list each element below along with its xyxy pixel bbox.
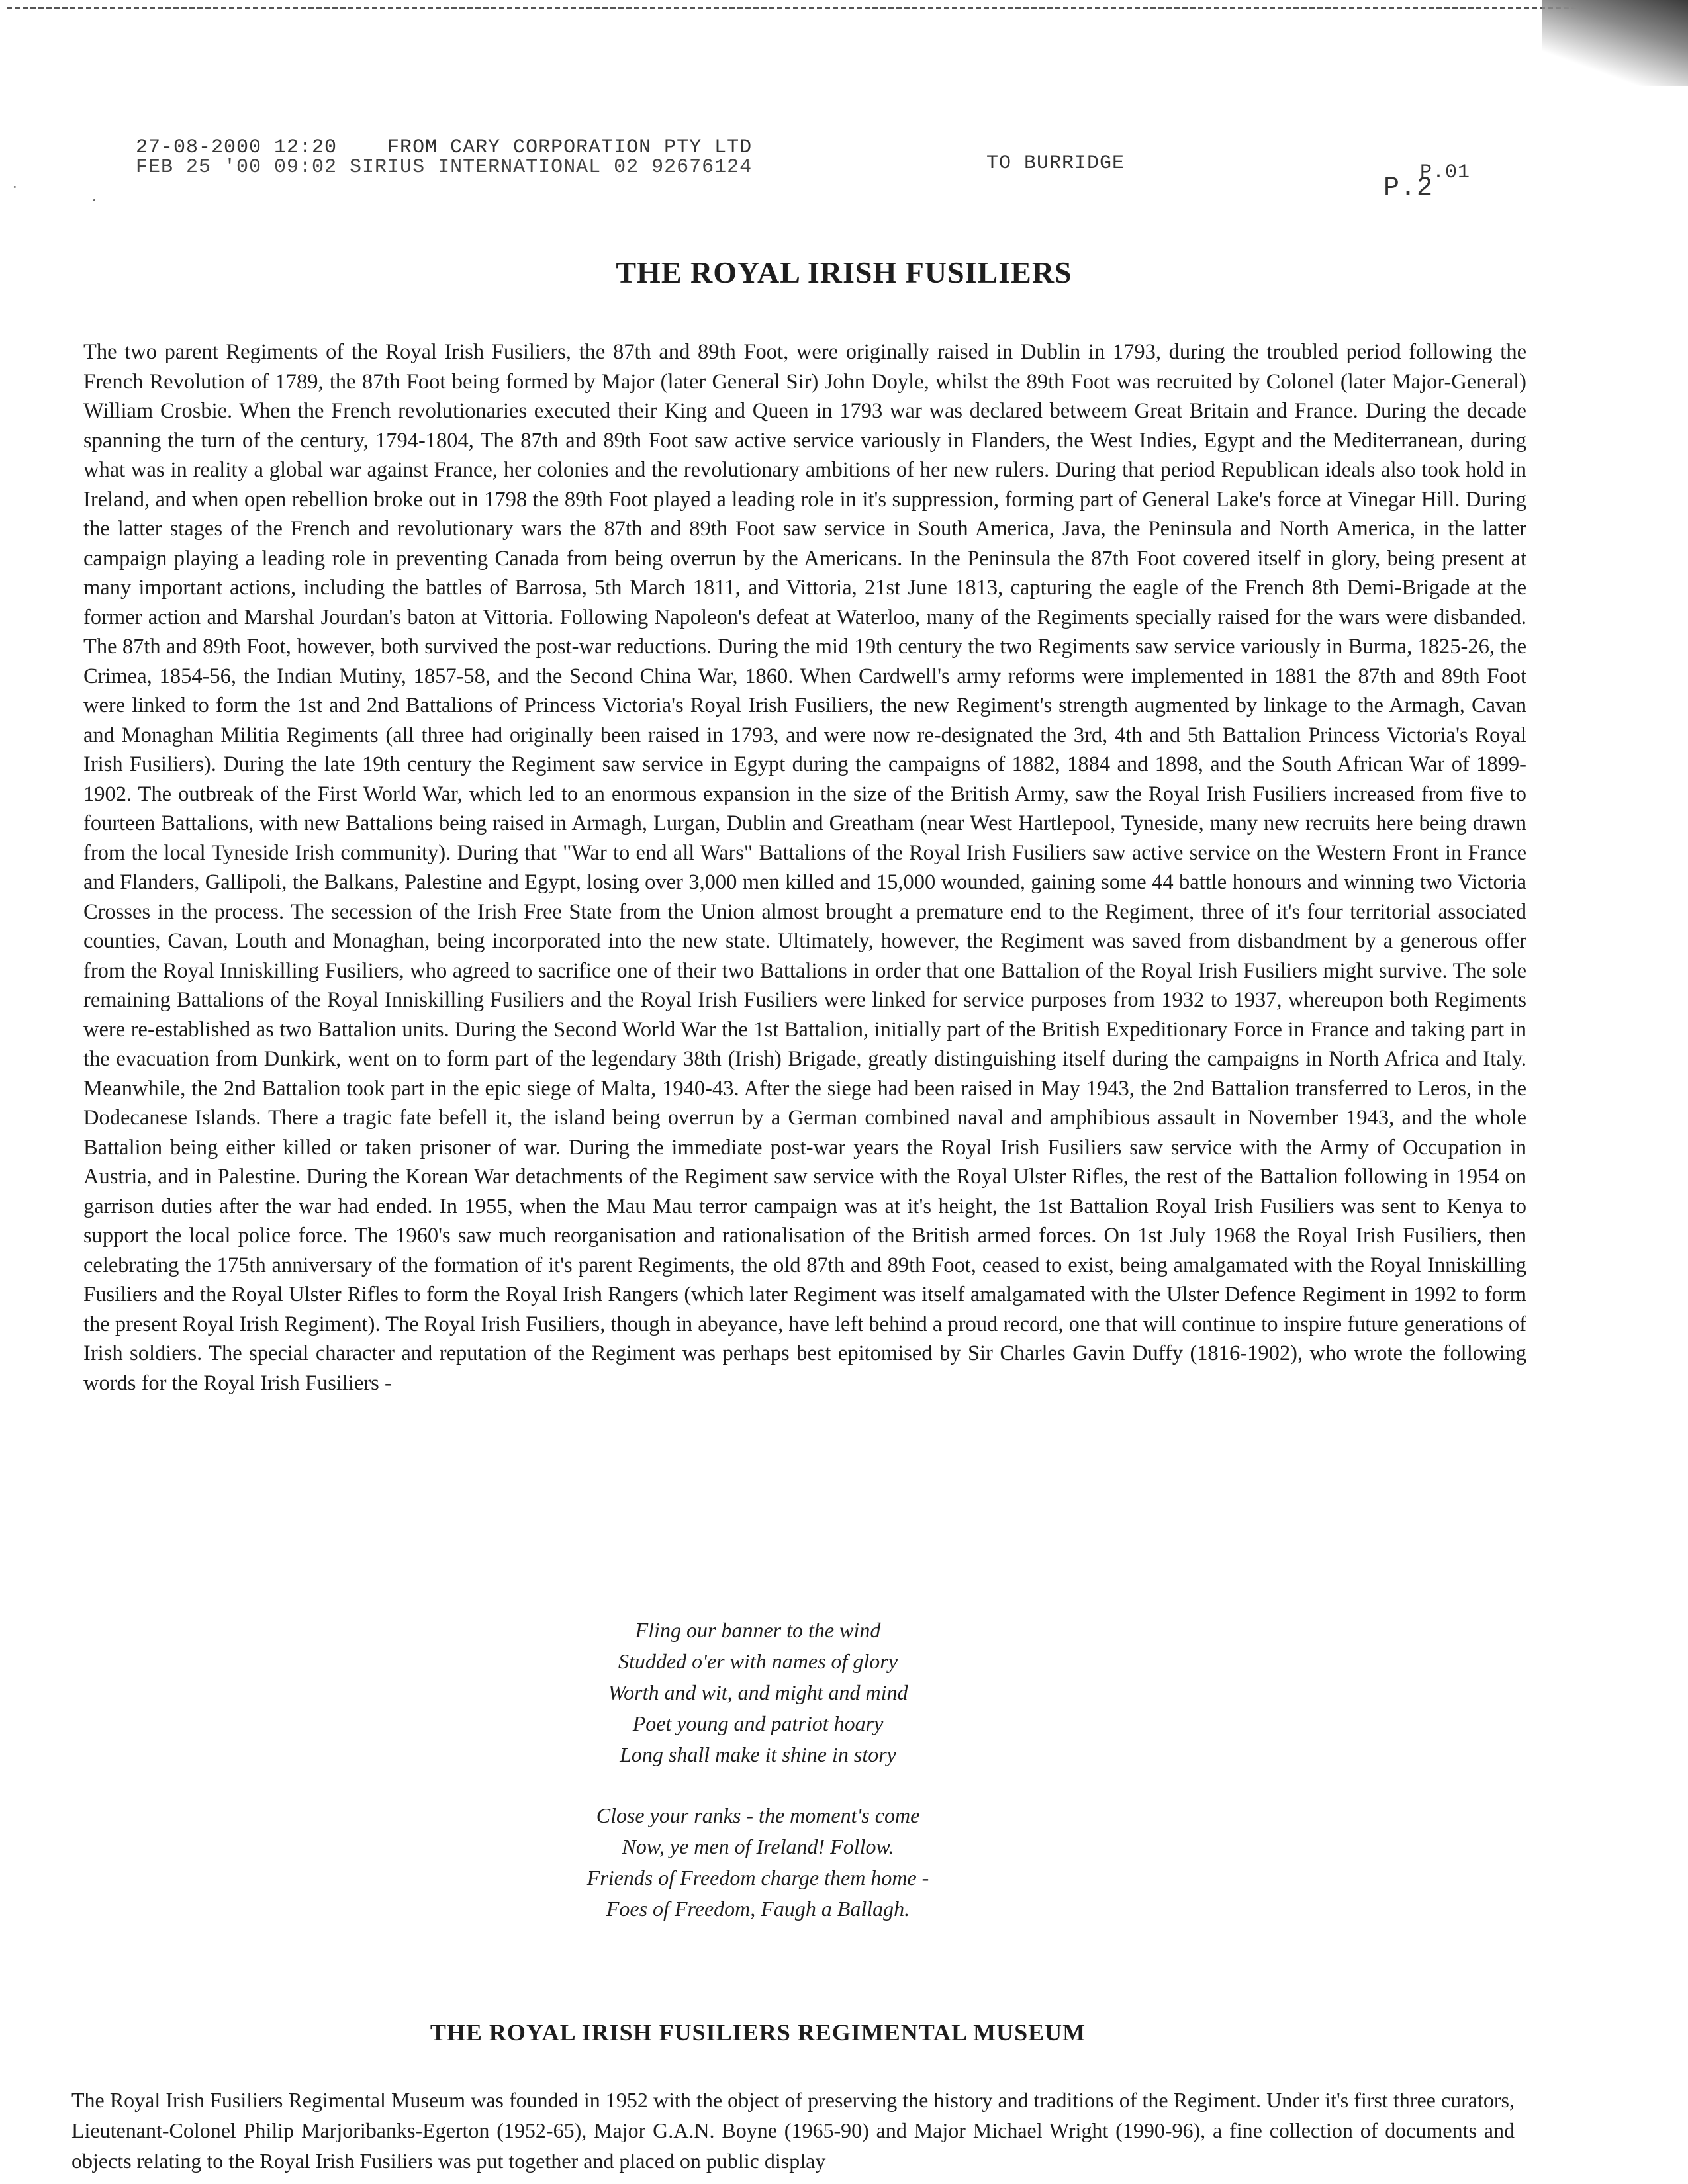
museum-section-title: THE ROYAL IRISH FUSILIERS REGIMENTAL MUSEUM bbox=[430, 2019, 1086, 2046]
poem-line: Foes of Freedom, Faugh a Ballagh. bbox=[606, 1897, 910, 1921]
poem-line: Fling our banner to the wind bbox=[635, 1618, 881, 1642]
poem-line: Friends of Freedom charge them home - bbox=[586, 1866, 929, 1889]
fax-recipient: TO BURRIDGE bbox=[986, 152, 1125, 175]
fax-dashed-border bbox=[7, 7, 1609, 9]
poem-line: Studded o'er with names of glory bbox=[618, 1649, 898, 1673]
scan-speck: · bbox=[91, 191, 97, 210]
fax-header-line-1: 27-08-2000 12:20 FROM CARY CORPORATION PTY LTD bbox=[136, 136, 753, 159]
fax-header-line-2: FEB 25 '00 09:02 SIRIUS INTERNATIONAL 02 92676124 bbox=[136, 156, 753, 179]
page-title: THE ROYAL IRISH FUSILIERS bbox=[616, 255, 1072, 289]
scan-speck: · bbox=[12, 177, 18, 197]
poem-line: Now, ye men of Ireland! Follow. bbox=[622, 1835, 894, 1858]
poem-line: Poet young and patriot hoary bbox=[632, 1711, 884, 1735]
poem-stanza-2 bbox=[0, 1800, 1516, 1925]
poem-line: Long shall make it shine in story bbox=[620, 1743, 896, 1766]
scan-corner-shadow bbox=[1542, 0, 1688, 86]
poem-line: Worth and wit, and might and mind bbox=[608, 1680, 908, 1704]
poem-line: Close your ranks - the moment's come bbox=[596, 1803, 920, 1827]
history-paragraph: The two parent Regiments of the Royal Irish Fusiliers, the 87th and 89th Foot, were originally raised in Dublin in 1793, during the troubled period following the French Revolution of 1789, the 87th Foot being formed by Major (later General Sir) John Doyle, whilst the 89th Foot was recruited by Colonel (later Major-General) William Crosbie. When the French revolutionaries executed their King and Queen in 1793 war was declared betweem Great Britain and France. During the decade spanning the turn of the century, 1794-1804, The 87th and 89th Foot saw active service variously in Flanders, the West Indies, Egypt and the Mediterranean, during what was in reality a global war against France, her colonies and the revolutionary ambitions of her new rulers. During that period Republican ideals also took hold in Ireland, and when open rebellion broke out in 1798 the 89th Foot played a leading role in it's suppression, forming part of General Lake's force at Vinegar Hill. During the latter stages of the French and revolutionary wars the 87th and 89th Foot saw service in South America, Java, the Peninsula and North America, in the latter campaign playing a leading role in preventing Canada from being overrun by the Americans. In the Peninsula the 87th Foot covered itself in glory, being present at many important actions, including the battles of Barrosa, 5th March 1811, and Vittoria, 21st June 1813, capturing the eagle of the French 8th Demi-Brigade at the former action and Marshal Jourdan's baton at Vittoria. Following Napoleon's defeat at Waterloo, many of the Regiments specially raised for the wars were disbanded. The 87th and 89th Foot, however, both survived the post-war reductions. During the mid 19th century the two Regiments saw service variously in Burma, 1825-26, the Crimea, 1854-56, the Indian Mutiny, 1857-58, and the Second China War, 1860. When Cardwell's army reforms were implemented in 1881 the 87th and 89th Foot were linked to form the 1st and 2nd Battalions of Princess Victoria's Royal Irish Fusiliers, the new Regiment's strength augmented by linkage to the Armagh, Cavan and Monaghan Militia Regiments (all three had originally been raised in 1793, and were now re-designated the 3rd, 4th and 5th Battalion Princess Victoria's Royal Irish Fusiliers). During the late 19th century the Regiment saw service in Egypt during the campaigns of 1882, 1884 and 1898, and the South African War of 1899-1902. The outbreak of the First World War, which led to an enormous expansion in the size of the British Army, saw the Royal Irish Fusiliers increased from five to fourteen Battalions, with new Battalions being raised in Armagh, Lurgan, Dublin and Greatham (near West Hartlepool, Tyneside, many new recruits here being drawn from the local Tyneside Irish community). During that "War to end all Wars" Battalions of the Royal Irish Fusiliers saw active service on the Western Front in France and Flanders, Gallipoli, the Balkans, Palestine and Egypt, losing over 3,000 men killed and 15,000 wounded, gaining some 44 battle honours and winning two Victoria Crosses in the process. The secession of the Irish Free State from the Union almost brought a premature end to the Regiment, three of it's four territorial associated counties, Cavan, Louth and Monaghan, being incorporated into the new state. Ultimately, however, the Regiment was saved from disbandment by a generous offer from the Royal Inniskilling Fusiliers, who agreed to sacrifice one of their two Battalions in order that one Battalion of the Royal Irish Fusiliers might survive. The sole remaining Battalions of the Royal Inniskilling Fusiliers and the Royal Irish Fusiliers were linked for service purposes from 1932 to 1937, whereupon both Regiments were re-established as two Battalion units. During the Second World War the 1st Battalion, initially part of the British Expeditionary Force in France and taking part in the evacuation from Dunkirk, went on to form part of the legendary 38th (Irish) Brigade, greatly distinguishing itself during the campaigns in North Africa and Italy. Meanwhile, the 2nd Battalion took part in the epic siege of Malta, 1940-43. After the siege had been raised in May 1943, the 2nd Battalion transferred to Leros, in the Dodecanese Islands. There a tragic fate befell it, the island being overrun by a German combined naval and amphibious assault in November 1943, and the whole Battalion being either killed or taken prisoner of war. During the immediate post-war years the Royal Irish Fusiliers saw service with the Army of Occupation in Austria, and in Palestine. During the Korean War detachments of the Regiment saw service with the Royal Ulster Rifles, the rest of the Battalion following in 1954 on garrison duties after the war had ended. In 1955, when the Mau Mau terror campaign was at it's height, the 1st Battalion Royal Irish Fusiliers was sent to Kenya to support the local police force. The 1960's saw much reorganisation and rationalisation of the British armed forces. On 1st July 1968 the Royal Irish Fusiliers, then celebrating the 175th anniversary of the formation of it's parent Regiments, the old 87th and 89th Foot, ceased to exist, being amalgamated with the Royal Inniskilling Fusiliers and the Royal Ulster Rifles to form the Royal Irish Rangers (which later Regiment was itself amalgamated with the Ulster Defence Regiment in 1992 to form the present Royal Irish Regiment). The Royal Irish Fusiliers, though in abeyance, have left behind a proud record, one that will continue to inspire future generations of Irish soldiers. The special character and reputation of the Regiment was perhaps best epitomised by Sir Charles Gavin Duffy (1816-1902), who wrote the following words for the Royal Irish Fusiliers - bbox=[83, 340, 1526, 1395]
fax-page-number-secondary: P.2 bbox=[1383, 173, 1434, 203]
museum-paragraph: The Royal Irish Fusiliers Regimental Museum was founded in 1952 with the object of preserving the history and traditions of the Regiment. Under it's first three curators, Lieutenant-Colonel Philip Marjoribanks-Egerton (1952-65), Major G.A.N. Boyne (1965-90) and Major Michael Wright (1990-96), a fine collection of documents and objects relating to the Royal Irish Fusiliers was put together and placed on public display bbox=[71, 2088, 1515, 2173]
poem-stanza-1 bbox=[0, 1615, 1516, 1770]
fax-page-number: P.01 bbox=[1420, 161, 1471, 184]
